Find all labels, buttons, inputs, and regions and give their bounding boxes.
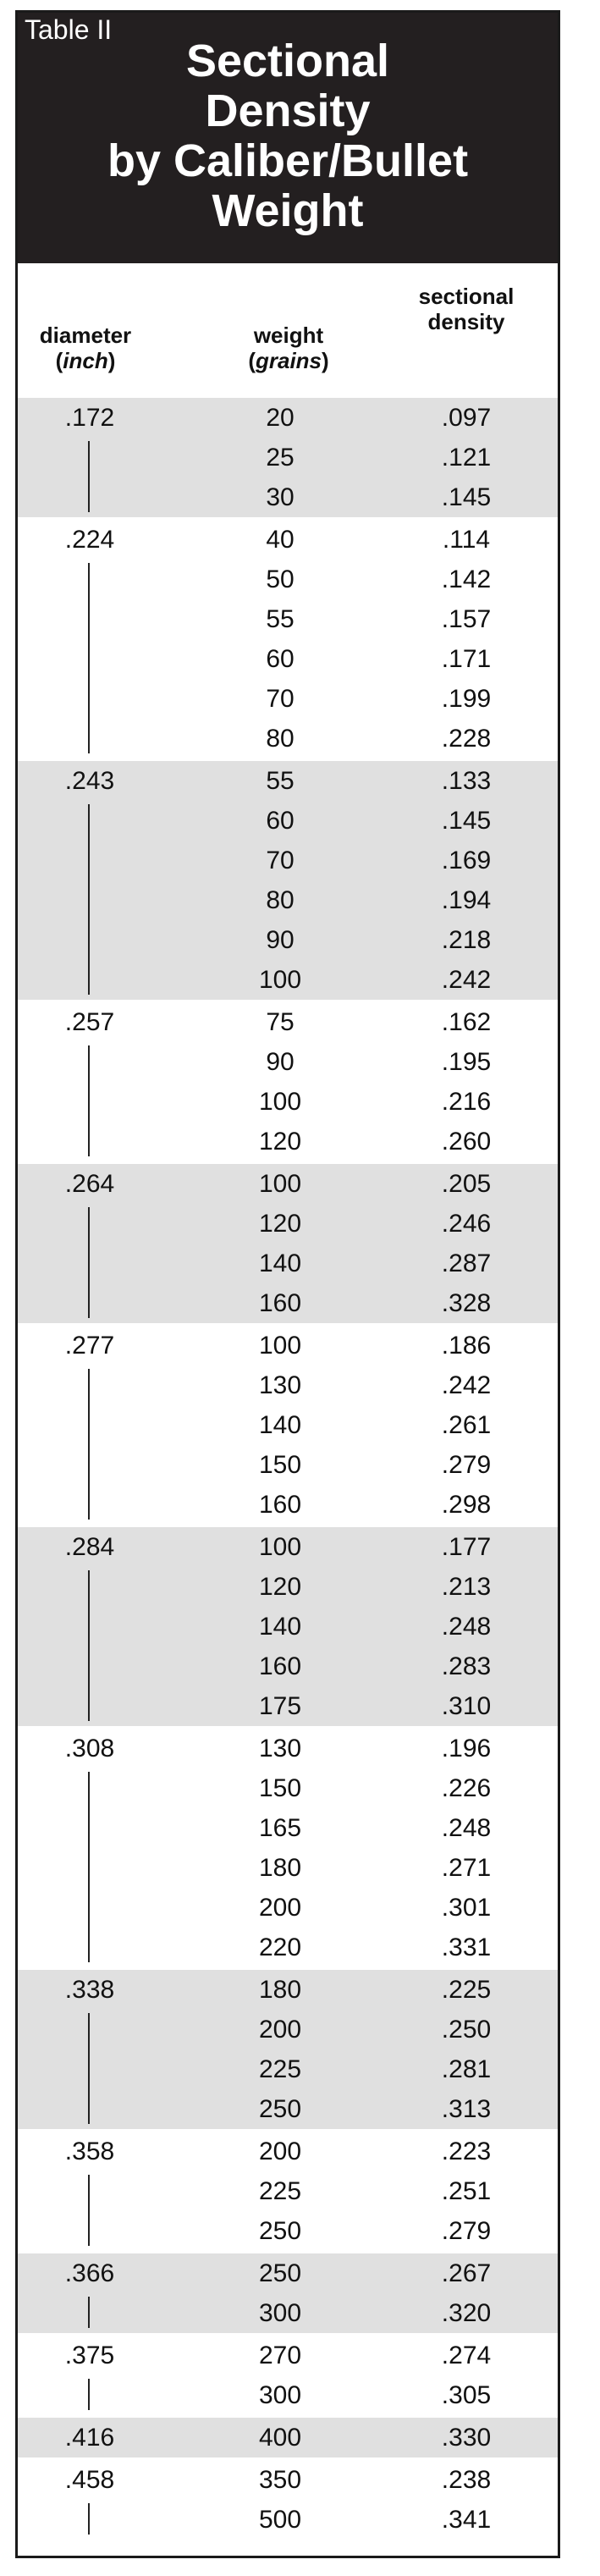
density-cell: .281 — [441, 2055, 492, 2083]
density-cell: .157 — [441, 605, 492, 633]
weight-cell: 300 — [258, 2381, 302, 2409]
group-bracket-line — [88, 804, 90, 995]
density-cell: .121 — [441, 444, 492, 472]
weight-cell: 70 — [266, 685, 294, 713]
table-row — [18, 1244, 558, 1283]
weight-cell: 90 — [266, 926, 294, 954]
group-bracket-line — [88, 1045, 90, 1156]
column-header-sectional-density: sectional density — [418, 284, 515, 334]
density-cell: .145 — [441, 483, 492, 511]
caliber-group — [18, 2129, 558, 2251]
table-row — [18, 438, 558, 477]
caliber-cell: .284 — [64, 1533, 115, 1561]
caliber-group — [18, 2415, 558, 2457]
table-row — [18, 2171, 558, 2211]
table-title — [18, 36, 558, 236]
table-row — [18, 1768, 558, 1808]
density-cell: .205 — [441, 1170, 492, 1198]
column-header-weight: weight (grains) — [248, 323, 329, 373]
caliber-cell: .172 — [64, 404, 115, 432]
table-row — [18, 880, 558, 920]
caliber-group — [18, 2333, 558, 2415]
title-line: Density — [205, 85, 371, 136]
group-bracket-line — [88, 441, 90, 512]
table-row — [18, 1888, 558, 1928]
table-row — [18, 1082, 558, 1122]
caliber-cell: .458 — [64, 2466, 115, 2494]
table-row — [18, 2253, 558, 2293]
caliber-cell: .264 — [64, 1170, 115, 1198]
weight-cell: 250 — [258, 2095, 302, 2123]
weight-cell: 225 — [258, 2177, 302, 2205]
group-bracket-line — [88, 2175, 90, 2246]
table-row — [18, 2211, 558, 2251]
weight-cell: 100 — [258, 1332, 302, 1360]
density-cell: .328 — [441, 1289, 492, 1317]
density-cell: .331 — [441, 1933, 492, 1961]
table-row — [18, 1002, 558, 1042]
weight-cell: 130 — [258, 1735, 302, 1762]
caliber-cell: .416 — [64, 2424, 115, 2452]
density-cell: .251 — [441, 2177, 492, 2205]
weight-cell: 30 — [266, 483, 294, 511]
weight-cell: 80 — [266, 886, 294, 914]
table-row — [18, 1405, 558, 1445]
table-body — [18, 395, 558, 2540]
density-cell: .186 — [441, 1332, 492, 1360]
table-row — [18, 801, 558, 841]
density-cell: .260 — [441, 1128, 492, 1156]
density-cell: .279 — [441, 1451, 492, 1479]
group-bracket-line — [88, 1207, 90, 1318]
weight-cell: 160 — [258, 1652, 302, 1680]
density-cell: .320 — [441, 2299, 492, 2327]
weight-cell: 500 — [258, 2506, 302, 2534]
table-row — [18, 2293, 558, 2333]
density-cell: .267 — [441, 2259, 492, 2287]
table-row — [18, 761, 558, 801]
weight-cell: 100 — [258, 1170, 302, 1198]
table-row — [18, 1485, 558, 1525]
group-bracket-line — [88, 2297, 90, 2328]
density-cell: .177 — [441, 1533, 492, 1561]
density-cell: .114 — [442, 526, 491, 554]
table-row — [18, 2089, 558, 2129]
caliber-group — [18, 1323, 558, 1525]
table-row — [18, 560, 558, 599]
density-cell: .218 — [441, 926, 492, 954]
density-cell: .248 — [441, 1613, 492, 1641]
weight-cell: 100 — [258, 966, 302, 994]
weight-cell: 100 — [258, 1533, 302, 1561]
column-header-diameter: diameter (inch) — [39, 323, 132, 373]
density-cell: .283 — [441, 1652, 492, 1680]
weight-cell: 200 — [258, 2137, 302, 2165]
weight-cell: 20 — [266, 404, 294, 432]
table-row — [18, 2375, 558, 2415]
table-row — [18, 1527, 558, 1567]
caliber-group — [18, 395, 558, 517]
density-cell: .171 — [441, 645, 492, 673]
density-cell: .238 — [441, 2466, 492, 2494]
weight-cell: 165 — [258, 1814, 302, 1842]
density-cell: .133 — [441, 767, 492, 795]
table-row — [18, 1445, 558, 1485]
table-number: Table II — [25, 14, 113, 45]
density-cell: .169 — [441, 847, 492, 874]
caliber-cell: .338 — [64, 1976, 115, 2004]
weight-cell: 250 — [258, 2259, 302, 2287]
table-row — [18, 2500, 558, 2540]
weight-cell: 90 — [266, 1048, 294, 1076]
caliber-cell: .358 — [64, 2137, 115, 2165]
group-bracket-line — [88, 2013, 90, 2124]
table-row — [18, 1326, 558, 1365]
table-row — [18, 841, 558, 880]
density-cell: .196 — [441, 1735, 492, 1762]
group-bracket-line — [88, 2503, 90, 2535]
weight-cell: 60 — [266, 807, 294, 835]
density-cell: .162 — [441, 1008, 492, 1036]
caliber-group — [18, 517, 558, 758]
table-header — [18, 13, 558, 263]
table-row — [18, 679, 558, 719]
weight-cell: 75 — [266, 1008, 294, 1036]
weight-cell: 25 — [266, 444, 294, 472]
weight-cell: 120 — [258, 1128, 302, 1156]
density-cell: .279 — [441, 2217, 492, 2245]
group-bracket-line — [88, 2379, 90, 2410]
caliber-group — [18, 1000, 558, 1161]
weight-cell: 160 — [258, 1289, 302, 1317]
weight-cell: 50 — [266, 565, 294, 593]
density-cell: .242 — [441, 966, 492, 994]
caliber-group — [18, 2251, 558, 2333]
table-row — [18, 1567, 558, 1607]
weight-cell: 55 — [266, 605, 294, 633]
density-cell: .213 — [441, 1573, 492, 1601]
weight-cell: 140 — [258, 1411, 302, 1439]
table-row — [18, 2418, 558, 2457]
weight-cell: 220 — [258, 1933, 302, 1961]
weight-cell: 140 — [258, 1613, 302, 1641]
table-row — [18, 719, 558, 758]
density-cell: .301 — [441, 1894, 492, 1922]
table-row — [18, 920, 558, 960]
weight-cell: 300 — [258, 2299, 302, 2327]
caliber-group — [18, 1161, 558, 1323]
caliber-group — [18, 1967, 558, 2129]
density-cell: .142 — [441, 565, 492, 593]
weight-cell: 270 — [258, 2342, 302, 2369]
density-cell: .228 — [441, 725, 492, 753]
caliber-cell: .375 — [64, 2342, 115, 2369]
weight-cell: 400 — [258, 2424, 302, 2452]
table-row — [18, 1928, 558, 1967]
caliber-cell: .224 — [64, 526, 115, 554]
table-row — [18, 1607, 558, 1647]
weight-cell: 40 — [266, 526, 294, 554]
weight-cell: 175 — [258, 1692, 302, 1720]
weight-cell: 80 — [266, 725, 294, 753]
weight-cell: 160 — [258, 1491, 302, 1519]
title-line: Weight — [212, 185, 364, 236]
weight-cell: 120 — [258, 1573, 302, 1601]
table-row — [18, 1647, 558, 1686]
weight-cell: 130 — [258, 1371, 302, 1399]
weight-cell: 225 — [258, 2055, 302, 2083]
caliber-cell: .366 — [64, 2259, 115, 2287]
weight-cell: 100 — [258, 1088, 302, 1116]
weight-cell: 200 — [258, 1894, 302, 1922]
density-cell: .330 — [441, 2424, 492, 2452]
group-bracket-line — [88, 563, 90, 753]
weight-cell: 250 — [258, 2217, 302, 2245]
table-row — [18, 1729, 558, 1768]
table-row — [18, 398, 558, 438]
caliber-cell: .257 — [64, 1008, 115, 1036]
density-cell: .274 — [441, 2342, 492, 2369]
density-cell: .216 — [441, 1088, 492, 1116]
table-row — [18, 1122, 558, 1161]
density-cell: .298 — [441, 1491, 492, 1519]
table-row — [18, 1848, 558, 1888]
table-row — [18, 1808, 558, 1848]
density-cell: .194 — [441, 886, 492, 914]
table-row — [18, 2460, 558, 2500]
table-row — [18, 2336, 558, 2375]
density-cell: .246 — [441, 1210, 492, 1238]
table-row — [18, 1042, 558, 1082]
density-cell: .310 — [441, 1692, 492, 1720]
group-bracket-line — [88, 1570, 90, 1721]
table-row — [18, 2010, 558, 2049]
weight-cell: 120 — [258, 1210, 302, 1238]
density-cell: .225 — [441, 1976, 492, 2004]
density-cell: .261 — [441, 1411, 492, 1439]
table-row — [18, 1283, 558, 1323]
weight-cell: 55 — [266, 767, 294, 795]
caliber-group — [18, 2457, 558, 2540]
weight-cell: 150 — [258, 1774, 302, 1802]
weight-cell: 180 — [258, 1976, 302, 2004]
title-line: Sectional — [185, 36, 390, 86]
caliber-cell: .277 — [64, 1332, 115, 1360]
density-cell: .305 — [441, 2381, 492, 2409]
density-cell: .226 — [441, 1774, 492, 1802]
group-bracket-line — [88, 1369, 90, 1520]
weight-cell: 150 — [258, 1451, 302, 1479]
density-cell: .199 — [441, 685, 492, 713]
caliber-group — [18, 758, 558, 1000]
density-cell: .313 — [441, 2095, 492, 2123]
table-row — [18, 1164, 558, 1204]
table-row — [18, 2132, 558, 2171]
caliber-group — [18, 1726, 558, 1967]
table-row — [18, 2049, 558, 2089]
density-cell: .271 — [441, 1854, 492, 1882]
table-row — [18, 1686, 558, 1726]
table-row — [18, 477, 558, 517]
density-cell: .250 — [441, 2016, 492, 2044]
density-cell: .145 — [441, 807, 492, 835]
table-row — [18, 599, 558, 639]
density-cell: .223 — [441, 2137, 492, 2165]
table-row — [18, 1204, 558, 1244]
density-cell: .248 — [441, 1814, 492, 1842]
weight-cell: 60 — [266, 645, 294, 673]
table-row — [18, 1365, 558, 1405]
density-cell: .097 — [441, 404, 492, 432]
table-row — [18, 1970, 558, 2010]
density-cell: .341 — [441, 2506, 492, 2534]
table-row — [18, 520, 558, 560]
weight-cell: 200 — [258, 2016, 302, 2044]
caliber-cell: .308 — [64, 1735, 115, 1762]
title-line: by Caliber/Bullet — [107, 135, 469, 186]
caliber-cell: .243 — [64, 767, 115, 795]
weight-cell: 180 — [258, 1854, 302, 1882]
table-row — [18, 960, 558, 1000]
weight-cell: 350 — [258, 2466, 302, 2494]
caliber-group — [18, 1525, 558, 1726]
density-cell: .287 — [441, 1249, 492, 1277]
table-row — [18, 639, 558, 679]
weight-cell: 70 — [266, 847, 294, 874]
table-frame — [15, 10, 560, 2558]
density-cell: .242 — [441, 1371, 492, 1399]
density-cell: .195 — [441, 1048, 492, 1076]
group-bracket-line — [88, 1772, 90, 1962]
weight-cell: 140 — [258, 1249, 302, 1277]
